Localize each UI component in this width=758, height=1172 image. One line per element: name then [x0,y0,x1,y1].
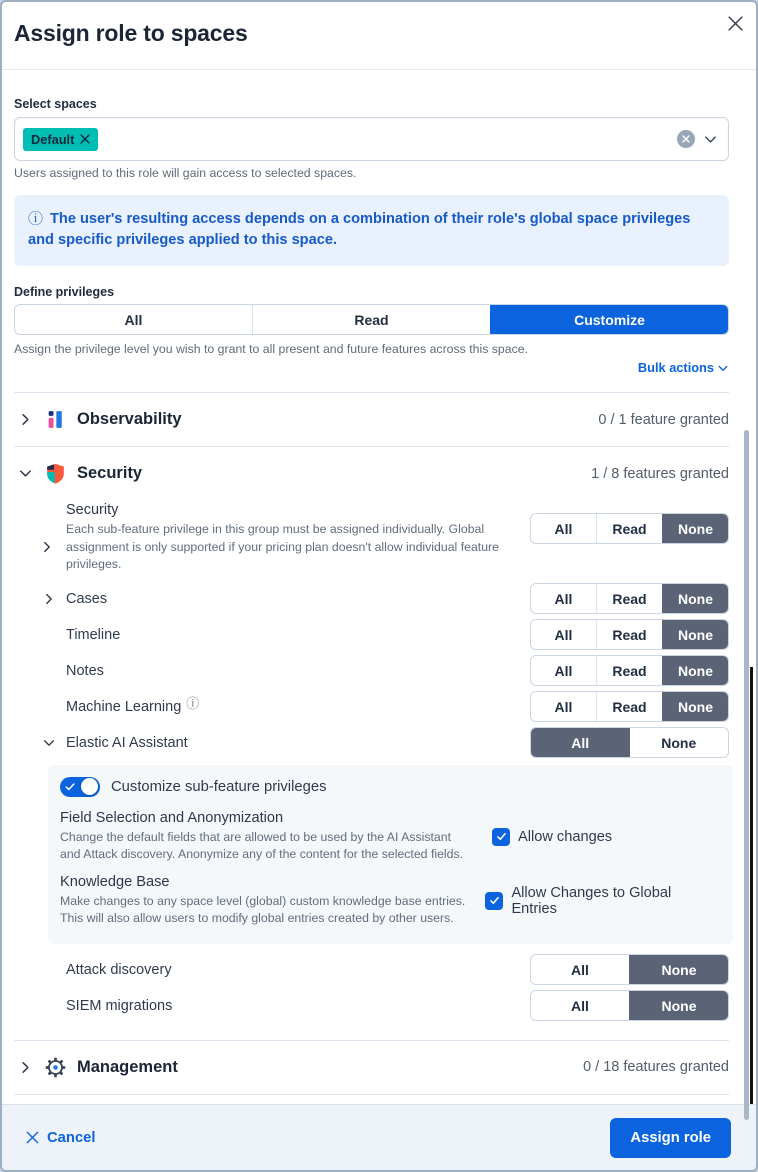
read-button[interactable]: Read [596,514,662,543]
subfeature-field-selection [60,810,717,864]
security-group-description: Each sub-feature privilege in this group must be assigned individually. Global assignment is only supported if your pricing plan doesn't allow individual feature privileges. [66,522,499,571]
badge-remove-icon[interactable] [80,134,90,144]
chevron-right-icon[interactable] [42,592,56,606]
none-button[interactable]: None [662,584,728,613]
section-management[interactable] [14,1040,729,1095]
none-button[interactable]: None [662,620,728,649]
section-title: Security [77,464,143,483]
feature-row-siem-migrations [14,990,729,1022]
space-badge-default[interactable] [23,128,98,151]
section-count: 1 / 8 features granted [591,465,729,482]
allow-changes-checkbox[interactable] [492,828,510,846]
security-privilege-group [530,513,729,544]
select-spaces-help: Users assigned to this role will gain access to selected spaces. [14,166,357,180]
security-group-row [14,500,729,579]
notes-privilege-group [530,655,729,686]
bulk-actions-link[interactable] [638,360,729,375]
ml-info-icon[interactable]: ⓘ [186,696,200,712]
security-section-body [14,500,729,1039]
scrollbar-dark-thumb[interactable] [750,667,753,1104]
info-callout [14,195,729,266]
subfeature-title: Knowledge Base [60,873,170,890]
chevron-right-icon[interactable] [40,540,54,554]
section-title: Management [77,1057,178,1076]
section-count: 0 / 18 features granted [583,1059,729,1076]
privilege-read-button[interactable]: Read [252,305,490,334]
toggle-label: Customize sub-feature privileges [111,778,327,795]
checkbox-label: Allow Changes to Global Entries [511,884,672,917]
bulk-actions-label: Bulk actions [637,360,714,376]
gear-icon [45,1057,66,1078]
feature-row-cases [14,583,729,615]
attack-privilege-group [530,954,729,985]
feature-label: Attack discovery [66,961,172,978]
all-button[interactable]: All [554,520,573,537]
spaces-combobox[interactable] [14,117,729,161]
close-icon[interactable] [722,10,748,36]
all-button[interactable]: All [554,626,573,643]
cases-privilege-group [530,583,729,614]
section-observability[interactable] [14,392,729,446]
feature-row-timeline [14,619,729,651]
chevron-down-icon[interactable] [18,466,33,481]
all-button[interactable]: All [531,728,630,757]
read-button[interactable]: Read [596,584,662,613]
modal-body [2,97,756,1095]
privilege-level-button-group [14,304,729,335]
chevron-right-icon[interactable] [18,1060,33,1075]
privilege-all-button[interactable]: All [124,311,143,328]
security-icon [45,463,66,484]
all-button[interactable]: All [571,961,589,978]
subfeature-title: Field Selection and Anonymization [60,809,284,826]
all-button[interactable]: All [554,698,573,715]
assign-role-button[interactable]: Assign role [610,1118,731,1158]
combobox-chevron-down-icon[interactable] [703,132,718,147]
none-button[interactable]: None [662,692,728,721]
checkbox-label: Allow changes [518,828,613,845]
subfeature-description: Make changes to any space level (global) custom knowledge base entries. This will also allow users to modify global entries created by other users. [60,893,466,926]
read-button[interactable]: Read [596,656,662,685]
ml-privilege-group [530,691,729,722]
feature-label: Timeline [66,626,121,643]
allow-global-entries-checkbox[interactable] [485,892,503,910]
all-button[interactable]: All [571,997,589,1014]
ai-privilege-group [530,727,729,758]
cancel-cross-icon [26,1131,39,1144]
feature-label: Cases [66,590,108,607]
section-count: 0 / 1 feature granted [598,411,729,428]
privilege-help-text: Assign the privilege level you wish to grant to all present and future features across this space. [14,342,529,357]
modal-header [2,2,756,70]
cancel-label: Cancel [47,1129,96,1146]
feature-row-machine-learning [14,691,729,723]
select-spaces-label: Select spaces [14,97,97,111]
none-button[interactable]: None [629,991,728,1020]
none-button[interactable]: None [661,734,697,751]
customize-subfeatures-toggle[interactable] [60,777,100,797]
chevron-right-icon[interactable] [18,412,33,427]
page-title: Assign role to spaces [14,20,248,46]
section-security[interactable] [14,446,729,500]
toggle-knob [81,778,98,795]
modal-footer [2,1104,756,1170]
privilege-customize-button[interactable]: Customize [490,305,728,334]
observability-icon [45,409,66,430]
all-button[interactable]: All [554,590,573,607]
siem-privilege-group [530,990,729,1021]
subfeature-description: Change the default fields that are allowed to be used by the AI Assistant and Attack discovery. Anonymize any of the content for the selected fields. [60,829,464,862]
chevron-down-icon[interactable] [42,736,56,750]
read-button[interactable]: Read [596,692,662,721]
info-callout-text: The user's resulting access depends on a combination of their role's global space privileges and specific privileges applied to this space. [28,211,691,249]
all-button[interactable]: All [554,662,573,679]
feature-row-ai-assistant [14,727,729,759]
none-button[interactable]: None [662,514,728,543]
feature-label: Notes [66,662,104,679]
timeline-privilege-group [530,619,729,650]
feature-label: Machine Learning [66,698,182,715]
scrollbar-thumb[interactable] [744,430,749,1120]
read-button[interactable]: Read [596,620,662,649]
info-icon: ⓘ [28,210,44,228]
define-privileges-label: Define privileges [14,285,115,300]
none-button[interactable]: None [662,656,728,685]
feature-label: SIEM migrations [66,997,173,1014]
feature-row-attack-discovery [14,954,729,986]
security-group-label: Security [66,502,119,519]
cancel-button[interactable] [26,1130,96,1146]
ai-subfeature-panel [48,765,733,944]
clear-selection-icon[interactable] [677,130,695,148]
feature-row-notes [14,655,729,687]
none-button[interactable]: None [629,955,728,984]
bulk-actions-chevron-down-icon [717,362,729,374]
space-badge-label: Default [31,131,75,147]
section-title: Observability [77,410,182,429]
features-table [14,392,729,1094]
feature-label: Elastic AI Assistant [66,734,188,751]
subfeature-knowledge-base [60,874,717,928]
